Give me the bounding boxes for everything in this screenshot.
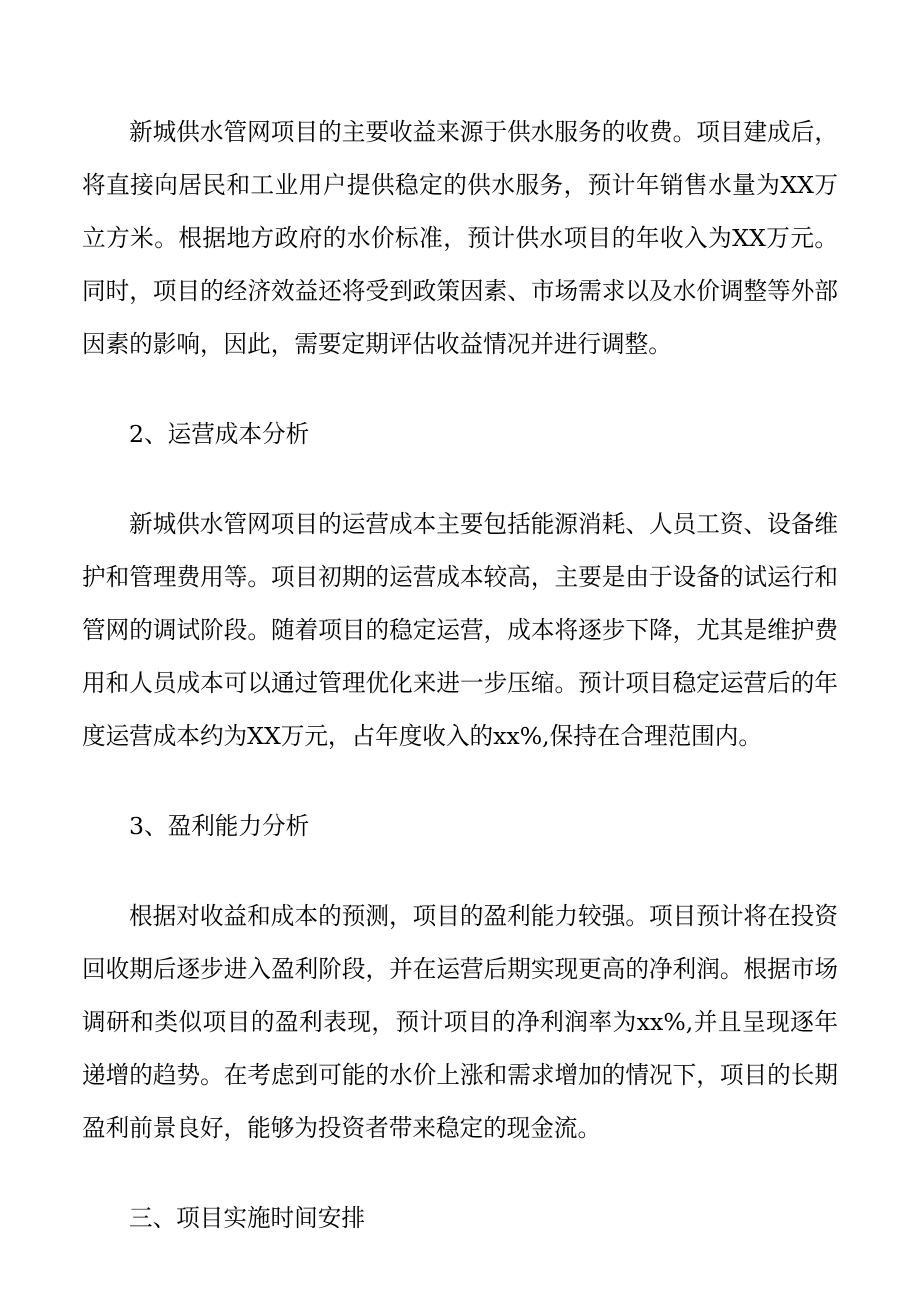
heading-operating-cost-analysis: 2、运营成本分析	[129, 420, 310, 448]
document-body	[82, 106, 838, 1245]
heading-profitability-analysis: 3、盈利能力分析	[129, 812, 310, 840]
heading-implementation-schedule: 三、项目实施时间安排	[129, 1204, 365, 1232]
paragraph-revenue-sources: 新城供水管网项目的主要收益来源于供水服务的收费。项目建成后，将直接向居民和工业用户提供稳定的供水服务，预计年销售水量为XX万立方米。根据地方政府的水价标准，预计供水项目的年收入为XX万元。同时，项目的经济效益还将受到政策因素、市场需求以及水价调整等外部因素的影响，因此，需要定期评估收益情况并进行调整。	[82, 118, 838, 358]
paragraph-profitability: 根据对收益和成本的预测，项目的盈利能力较强。项目预计将在投资回收期后逐步进入盈利阶段，并在运营后期实现更高的净利润。根据市场调研和类似项目的盈利表现，预计项目的净利润率为xx%,并且呈现逐年递增的趋势。在考虑到可能的水价上涨和需求增加的情况下，项目的长期盈利前景良好，能够为投资者带来稳定的现金流。	[82, 902, 838, 1142]
paragraph-operating-cost: 新城供水管网项目的运营成本主要包括能源消耗、人员工资、设备维护和管理费用等。项目初期的运营成本较高，主要是由于设备的试运行和管网的调试阶段。随着项目的稳定运营，成本将逐步下降，尤其是维护费用和人员成本可以通过管理优化来进一步压缩。预计项目稳定运营后的年度运营成本约为XX万元，占年度收入的xx%,保持在合理范围内。	[82, 510, 838, 750]
